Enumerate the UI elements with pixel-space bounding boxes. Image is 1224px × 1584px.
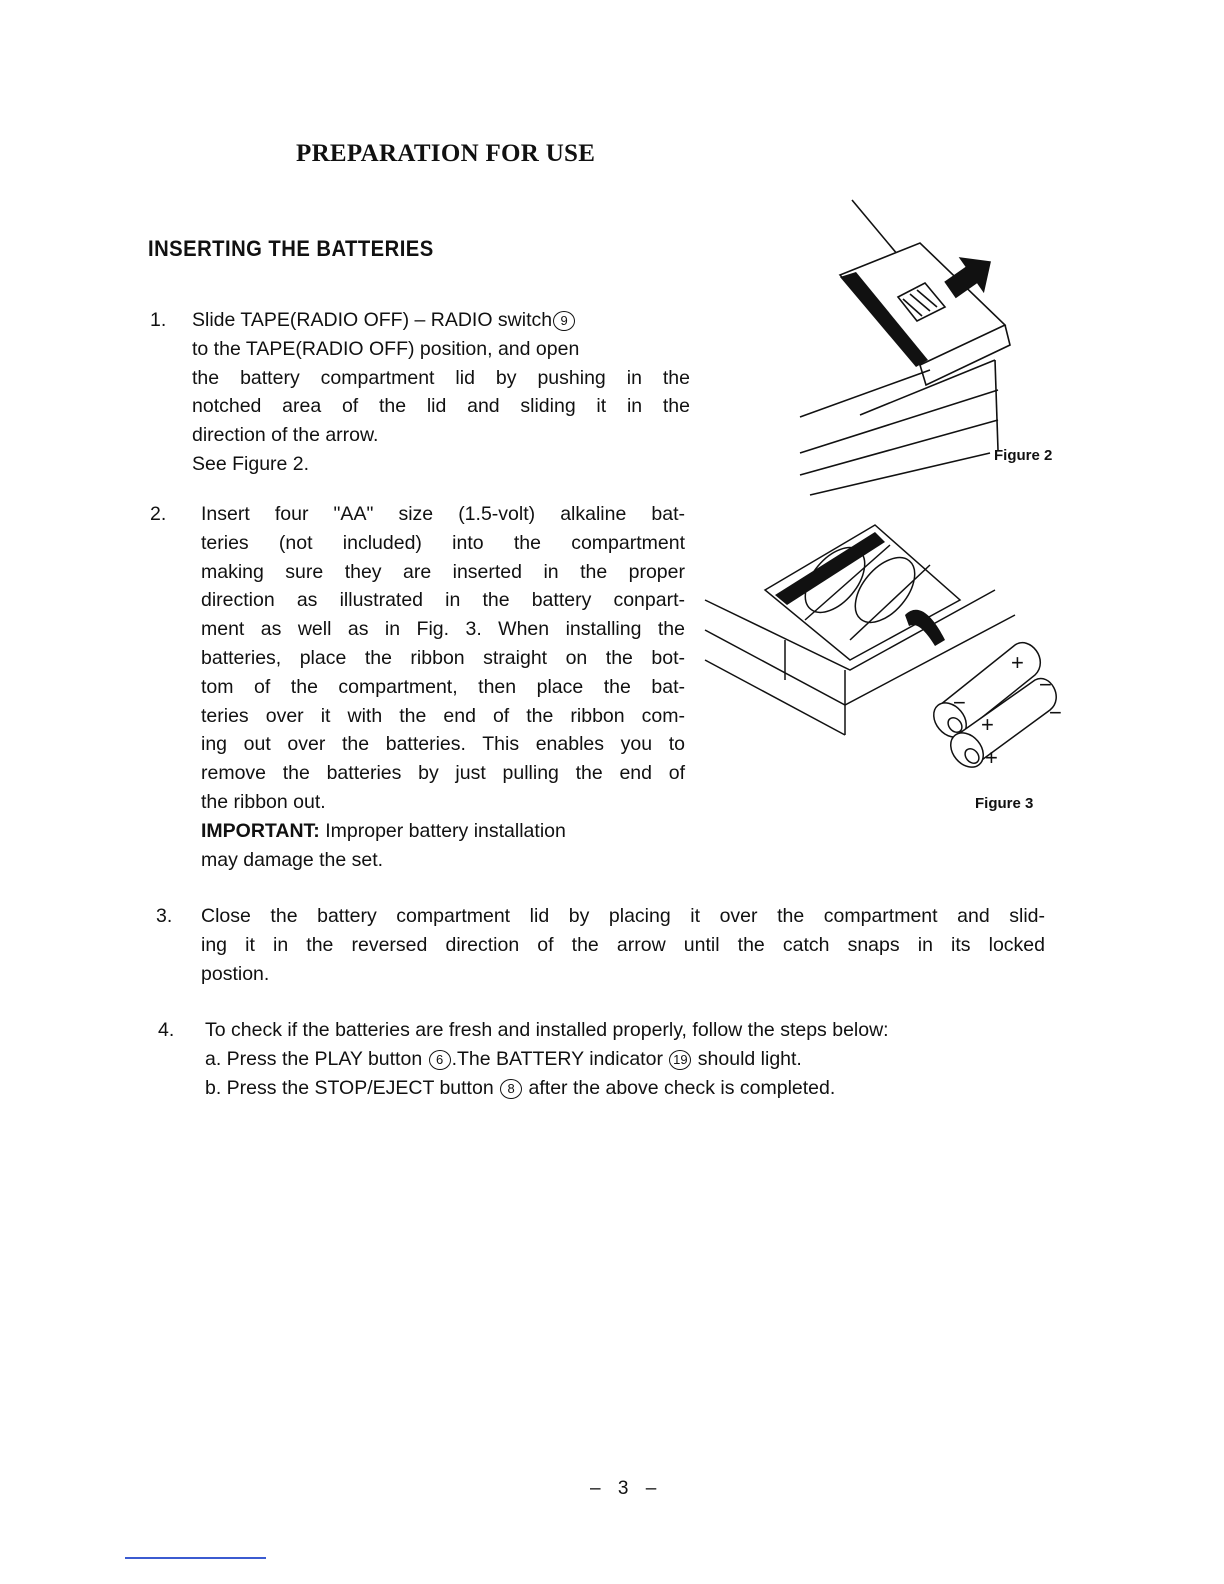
callout-number: 6 bbox=[429, 1050, 451, 1070]
step-line: direction as illustrated in the battery conpart- bbox=[201, 589, 685, 612]
step-line: to the TAPE(RADIO OFF) position, and open bbox=[192, 337, 580, 360]
callout-number: 19 bbox=[669, 1050, 691, 1070]
step-line: postion. bbox=[201, 962, 270, 985]
battery-plus-sign: + bbox=[981, 712, 994, 737]
step-line: remove the batteries by just pulling the end of bbox=[201, 762, 685, 785]
page-number: – 3 – bbox=[590, 1478, 663, 1499]
battery-plus-sign: + bbox=[985, 745, 998, 770]
step-line: tom of the compartment, then place the bat- bbox=[201, 675, 685, 698]
battery-minus-sign: − bbox=[1049, 700, 1062, 725]
step-3 bbox=[150, 902, 1045, 988]
callout-number: 8 bbox=[500, 1079, 522, 1099]
step-line: the ribbon out. bbox=[201, 790, 326, 813]
step-line: teries over it with the end of the ribbon com- bbox=[201, 704, 685, 727]
section-title: INSERTING THE BATTERIES bbox=[148, 236, 434, 261]
step-line: the battery compartment lid by pushing in the bbox=[192, 366, 690, 389]
step-line: ment as well as in Fig. 3. When installing the bbox=[201, 618, 685, 641]
step-line: teries (not included) into the compartment bbox=[201, 531, 685, 554]
step-4 bbox=[150, 1016, 1050, 1102]
battery-minus-sign: − bbox=[1039, 672, 1052, 697]
step-line: may damage the set. bbox=[201, 848, 384, 871]
substep-b: b. Press the STOP/EJECT button 8 after the above check is completed. bbox=[205, 1076, 836, 1099]
step-line: See Figure 2. bbox=[192, 452, 310, 475]
step-line: batteries, place the ribbon straight on the bot- bbox=[201, 646, 685, 669]
step-line: Close the battery compartment lid by placing it over the compartment and slid- bbox=[201, 905, 1045, 927]
figure-2-label: Figure 2 bbox=[994, 447, 1053, 464]
substep-a: a. Press the PLAY button 6 .The BATTERY indicator 19 should light. bbox=[205, 1047, 802, 1070]
battery-plus-sign: + bbox=[1011, 650, 1024, 675]
step-2 bbox=[150, 500, 685, 874]
step-line: direction of the arrow. bbox=[192, 424, 379, 447]
step-line: Insert four "AA" size (1.5-volt) alkaline bat- bbox=[201, 503, 685, 525]
step-line: notched area of the lid and sliding it in the bbox=[192, 395, 690, 418]
step-1 bbox=[150, 306, 690, 479]
step-line: making sure they are inserted in the proper bbox=[201, 560, 685, 583]
callout-number: 9 bbox=[553, 311, 575, 331]
step-line: To check if the batteries are fresh and installed properly, follow the steps below: bbox=[205, 1019, 889, 1041]
step-number: 2. bbox=[150, 503, 167, 525]
step-line: ing it in the reversed direction of the arrow until the catch snaps in its locked bbox=[201, 933, 1045, 956]
step-number: 1. bbox=[150, 309, 167, 331]
battery-minus-sign: − bbox=[953, 690, 966, 715]
figure-3-label: Figure 3 bbox=[975, 795, 1034, 812]
footer-rule bbox=[125, 1557, 266, 1559]
step-line: ing out over the batteries. This enables you to bbox=[201, 733, 685, 756]
page-title: PREPARATION FOR USE bbox=[296, 140, 596, 167]
step-number: 3. bbox=[156, 905, 173, 927]
figure-3-illustration bbox=[705, 520, 1075, 800]
important-note: IMPORTANT: Improper battery installation bbox=[201, 819, 566, 842]
step-number: 4. bbox=[158, 1019, 175, 1041]
step-line: Slide TAPE(RADIO OFF) – RADIO switch 9 bbox=[192, 306, 690, 335]
